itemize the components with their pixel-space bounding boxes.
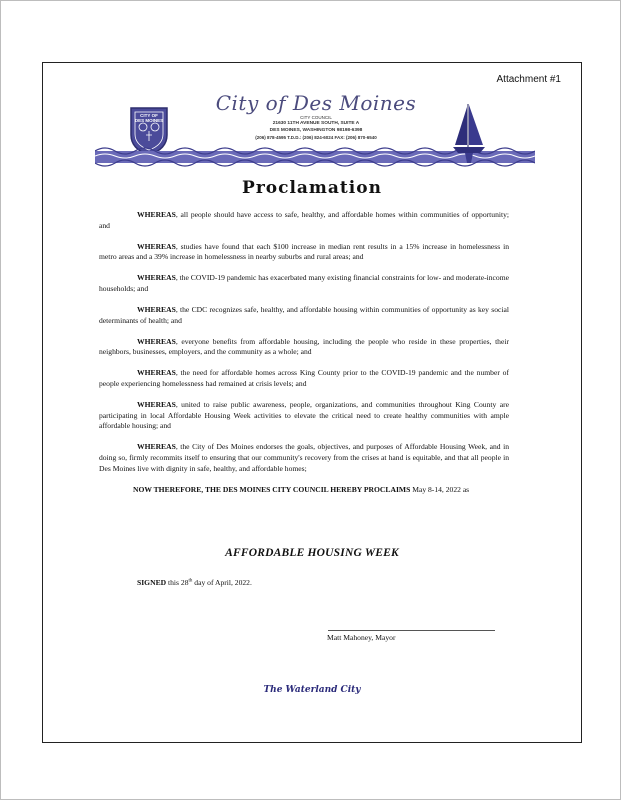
whereas-clause: WHEREAS, the need for affordable homes across King County prior to the COVID-19 pandemic and the number of people experiencing homelessness had remained at crisis levels; and <box>99 368 509 389</box>
footer-slogan: The Waterland City <box>263 685 361 695</box>
whereas-clause: WHEREAS, studies have found that each $100 increase in median rent results in a 15% increase in homelessness in metro areas and a 39% increase in homelessness in nearby suburbs and rural areas; and <box>99 241 509 262</box>
svg-text:CITY OF: CITY OF <box>140 113 158 118</box>
document-page <box>42 62 582 743</box>
resolution-clause: NOW THEREFORE, THE DES MOINES CITY COUNCIL HEREBY PROCLAIMS May 8-14, 2022 as <box>133 484 470 494</box>
whereas-clause: WHEREAS, all people should have access to safe, healthy, and affordable homes within communities of opportunity; and <box>99 210 509 230</box>
whereas-clause: WHEREAS, the COVID-19 pandemic has exacerbated many existing financial constraints for low- and moderate-income households; and <box>99 273 509 293</box>
whereas-clause: WHEREAS, everyone benefits from affordable housing, including the people who reside in these properties, their neighbors, businesses, employers, and the community as a whole; and <box>99 336 509 357</box>
document-title: Proclamation <box>242 178 382 198</box>
whereas-clause: WHEREAS, the CDC recognizes safe, healthy, and affordable housing within communities of opportunity as key social determinants of health; and <box>99 305 509 325</box>
signatory-name: Matt Mahoney, Mayor <box>327 633 396 642</box>
signature-line <box>328 630 495 631</box>
signed-date-line: SIGNED this 28th day of April, 2022. <box>137 578 252 587</box>
sailboat-icon <box>451 103 487 165</box>
declared-week-heading: AFFORDABLE HOUSING WEEK <box>225 547 399 559</box>
whereas-clause: WHEREAS, united to raise public awareness, people, organizations, and communities throughout King County are participating in local Affordable Housing Week activities to elevate the critical need to create healthy communities with ample affordable housing; and <box>99 400 509 431</box>
svg-text:DES MOINES: DES MOINES <box>134 118 164 123</box>
department-name: CITY COUNCIL <box>300 115 332 120</box>
whereas-clause: WHEREAS, the City of Des Moines endorses the goals, objectives, and purposes of Affordable Housing Week, and in doing so, firmly recommits itself to ensuring that our community's recovery from the crises at hand is equitable, and that all people in Des Moines live with dignity in safe, healthy, and affordable homes; <box>99 442 509 473</box>
proclamation-body <box>99 210 509 495</box>
contact-line: (206) 878-4595 T.D.D.: (206) 824-6024 FAX: (206) 870-6540 <box>255 135 377 140</box>
city-name: City of Des Moines <box>215 91 417 115</box>
city-state-zip: DES MOINES, WASHINGTON 98198-6398 <box>269 128 363 133</box>
attachment-label: Attachment #1 <box>496 74 561 85</box>
address-line: 21630 11TH AVENUE SOUTH, SUITE A <box>272 121 360 126</box>
